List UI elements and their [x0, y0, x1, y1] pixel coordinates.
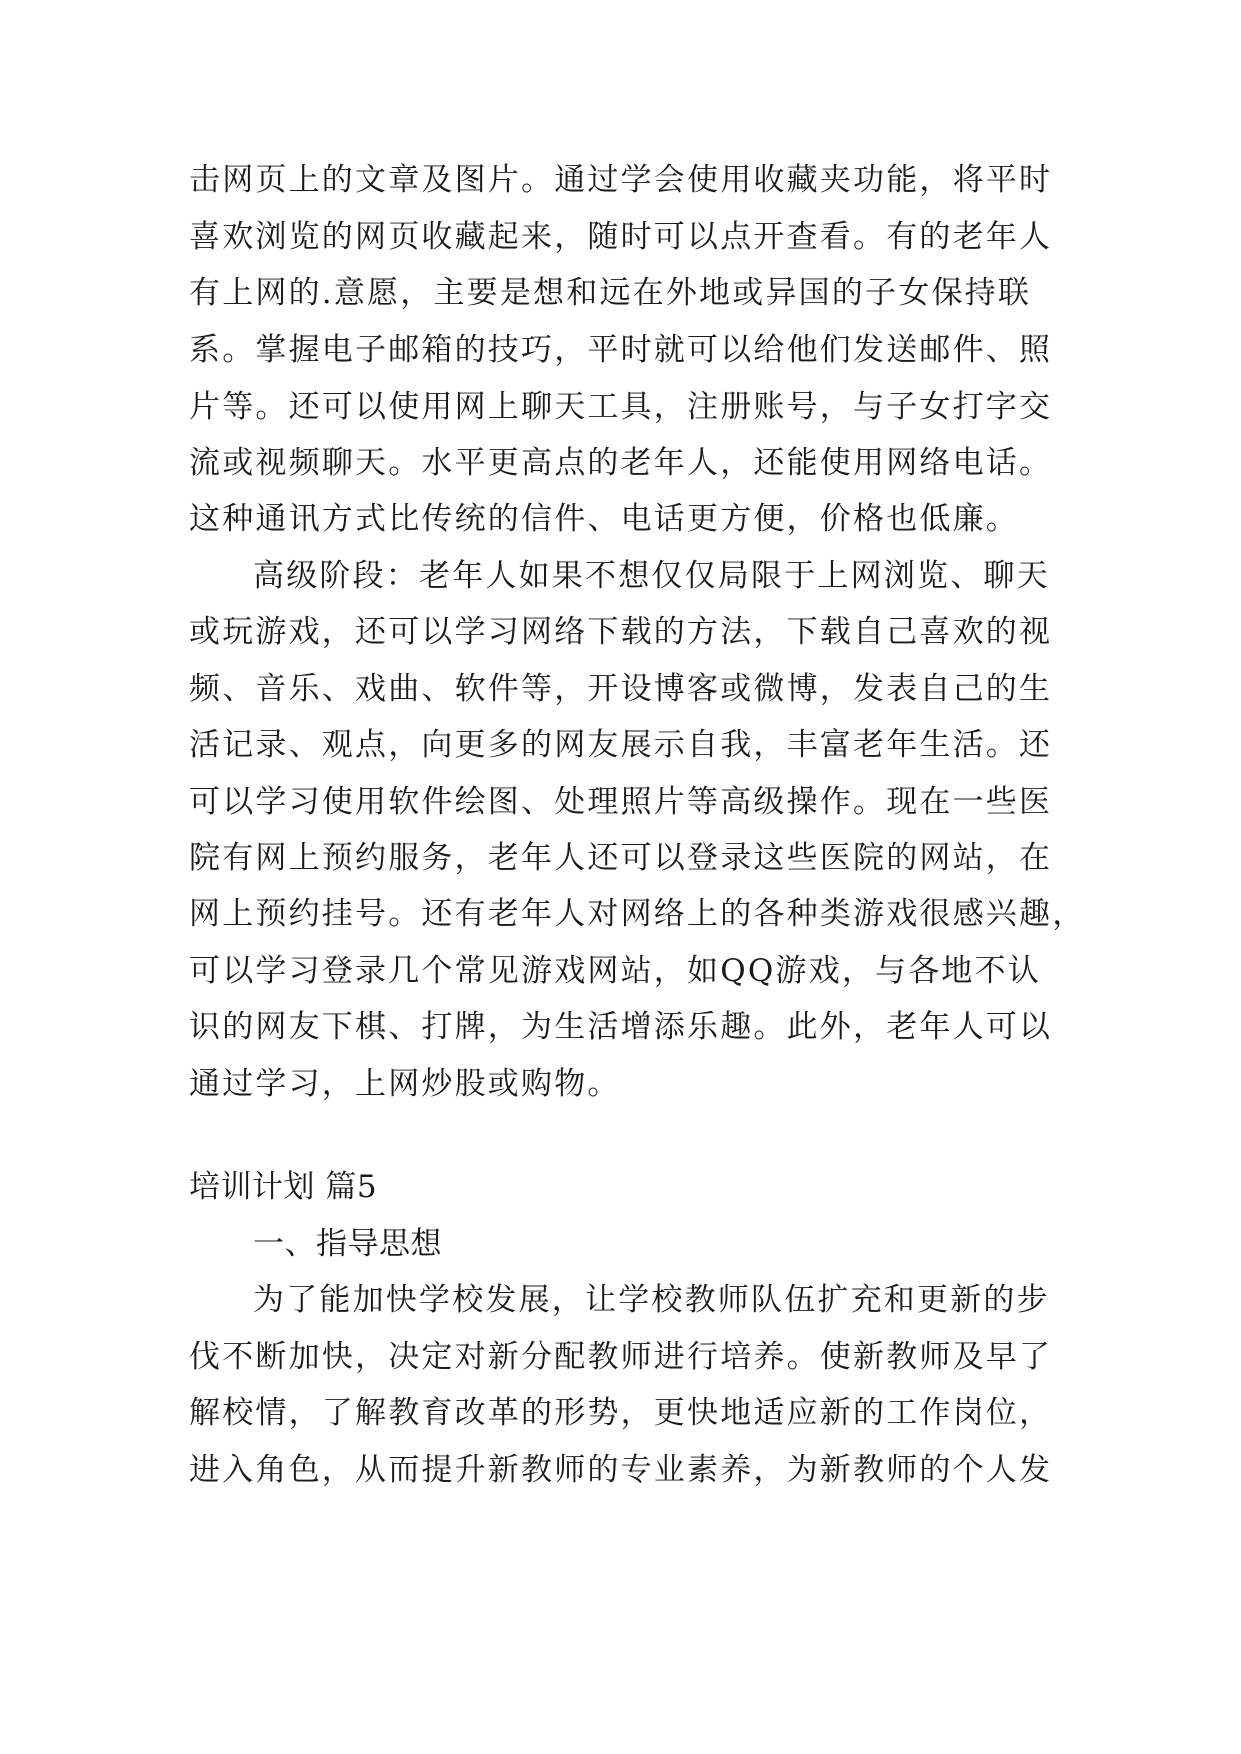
body-text-line: 喜欢浏览的网页收藏起来，随时可以点开查看。有的老年人 — [189, 219, 1053, 255]
section-title: 培训计划 篇5 — [189, 1169, 378, 1205]
body-text-line: 识的网友下棋、打牌，为生活增添乐趣。此外，老年人可以 — [189, 1009, 1053, 1045]
body-text-line: 频、音乐、戏曲、软件等，开设博客或微博，发表自己的生 — [189, 671, 1053, 707]
body-text-line: 网上预约挂号。还有老年人对网络上的各种类游戏很感兴趣， — [189, 896, 1086, 932]
body-text-line: 高级阶段：老年人如果不想仅仅局限于上网浏览、聊天 — [253, 558, 1050, 594]
body-text-line: 伐不断加快，决定对新分配教师进行培养。使新教师及早了 — [189, 1339, 1053, 1375]
body-text-line: 解校情，了解教育改革的形势，更快地适应新的工作岗位， — [189, 1395, 1053, 1431]
body-text-line: 或玩游戏，还可以学习网络下载的方法，下载自己喜欢的视 — [189, 614, 1053, 650]
body-text-line: 流或视频聊天。水平更高点的老年人，还能使用网络电话。 — [189, 445, 1053, 481]
subheading: 一、指导思想 — [253, 1226, 442, 1262]
body-text-line: 有上网的.意愿，主要是想和远在外地或异国的子女保持联 — [189, 275, 1032, 311]
body-text-line: 系。掌握电子邮箱的技巧，平时就可以给他们发送邮件、照 — [189, 332, 1053, 368]
body-text-line: 击网页上的文章及图片。通过学会使用收藏夹功能，将平时 — [189, 162, 1053, 198]
body-text-line: 可以学习登录几个常见游戏网站，如QQ游戏，与各地不认 — [189, 953, 1042, 989]
body-text-line: 活记录、观点，向更多的网友展示自我，丰富老年生活。还 — [189, 727, 1053, 763]
body-text-line: 院有网上预约服务，老年人还可以登录这些医院的网站，在 — [189, 840, 1053, 876]
body-text-line: 通过学习，上网炒股或购物。 — [189, 1066, 621, 1102]
body-text-line: 片等。还可以使用网上聊天工具，注册账号，与子女打字交 — [189, 389, 1053, 425]
body-text-line: 进入角色，从而提升新教师的专业素养，为新教师的个人发 — [189, 1452, 1053, 1488]
body-text-line: 为了能加快学校发展，让学校教师队伍扩充和更新的步 — [253, 1282, 1050, 1318]
body-text-line: 这种通讯方式比传统的信件、电话更方便，价格也低廉。 — [189, 501, 1019, 537]
body-text-line: 可以学习使用软件绘图、处理照片等高级操作。现在一些医 — [189, 784, 1053, 820]
